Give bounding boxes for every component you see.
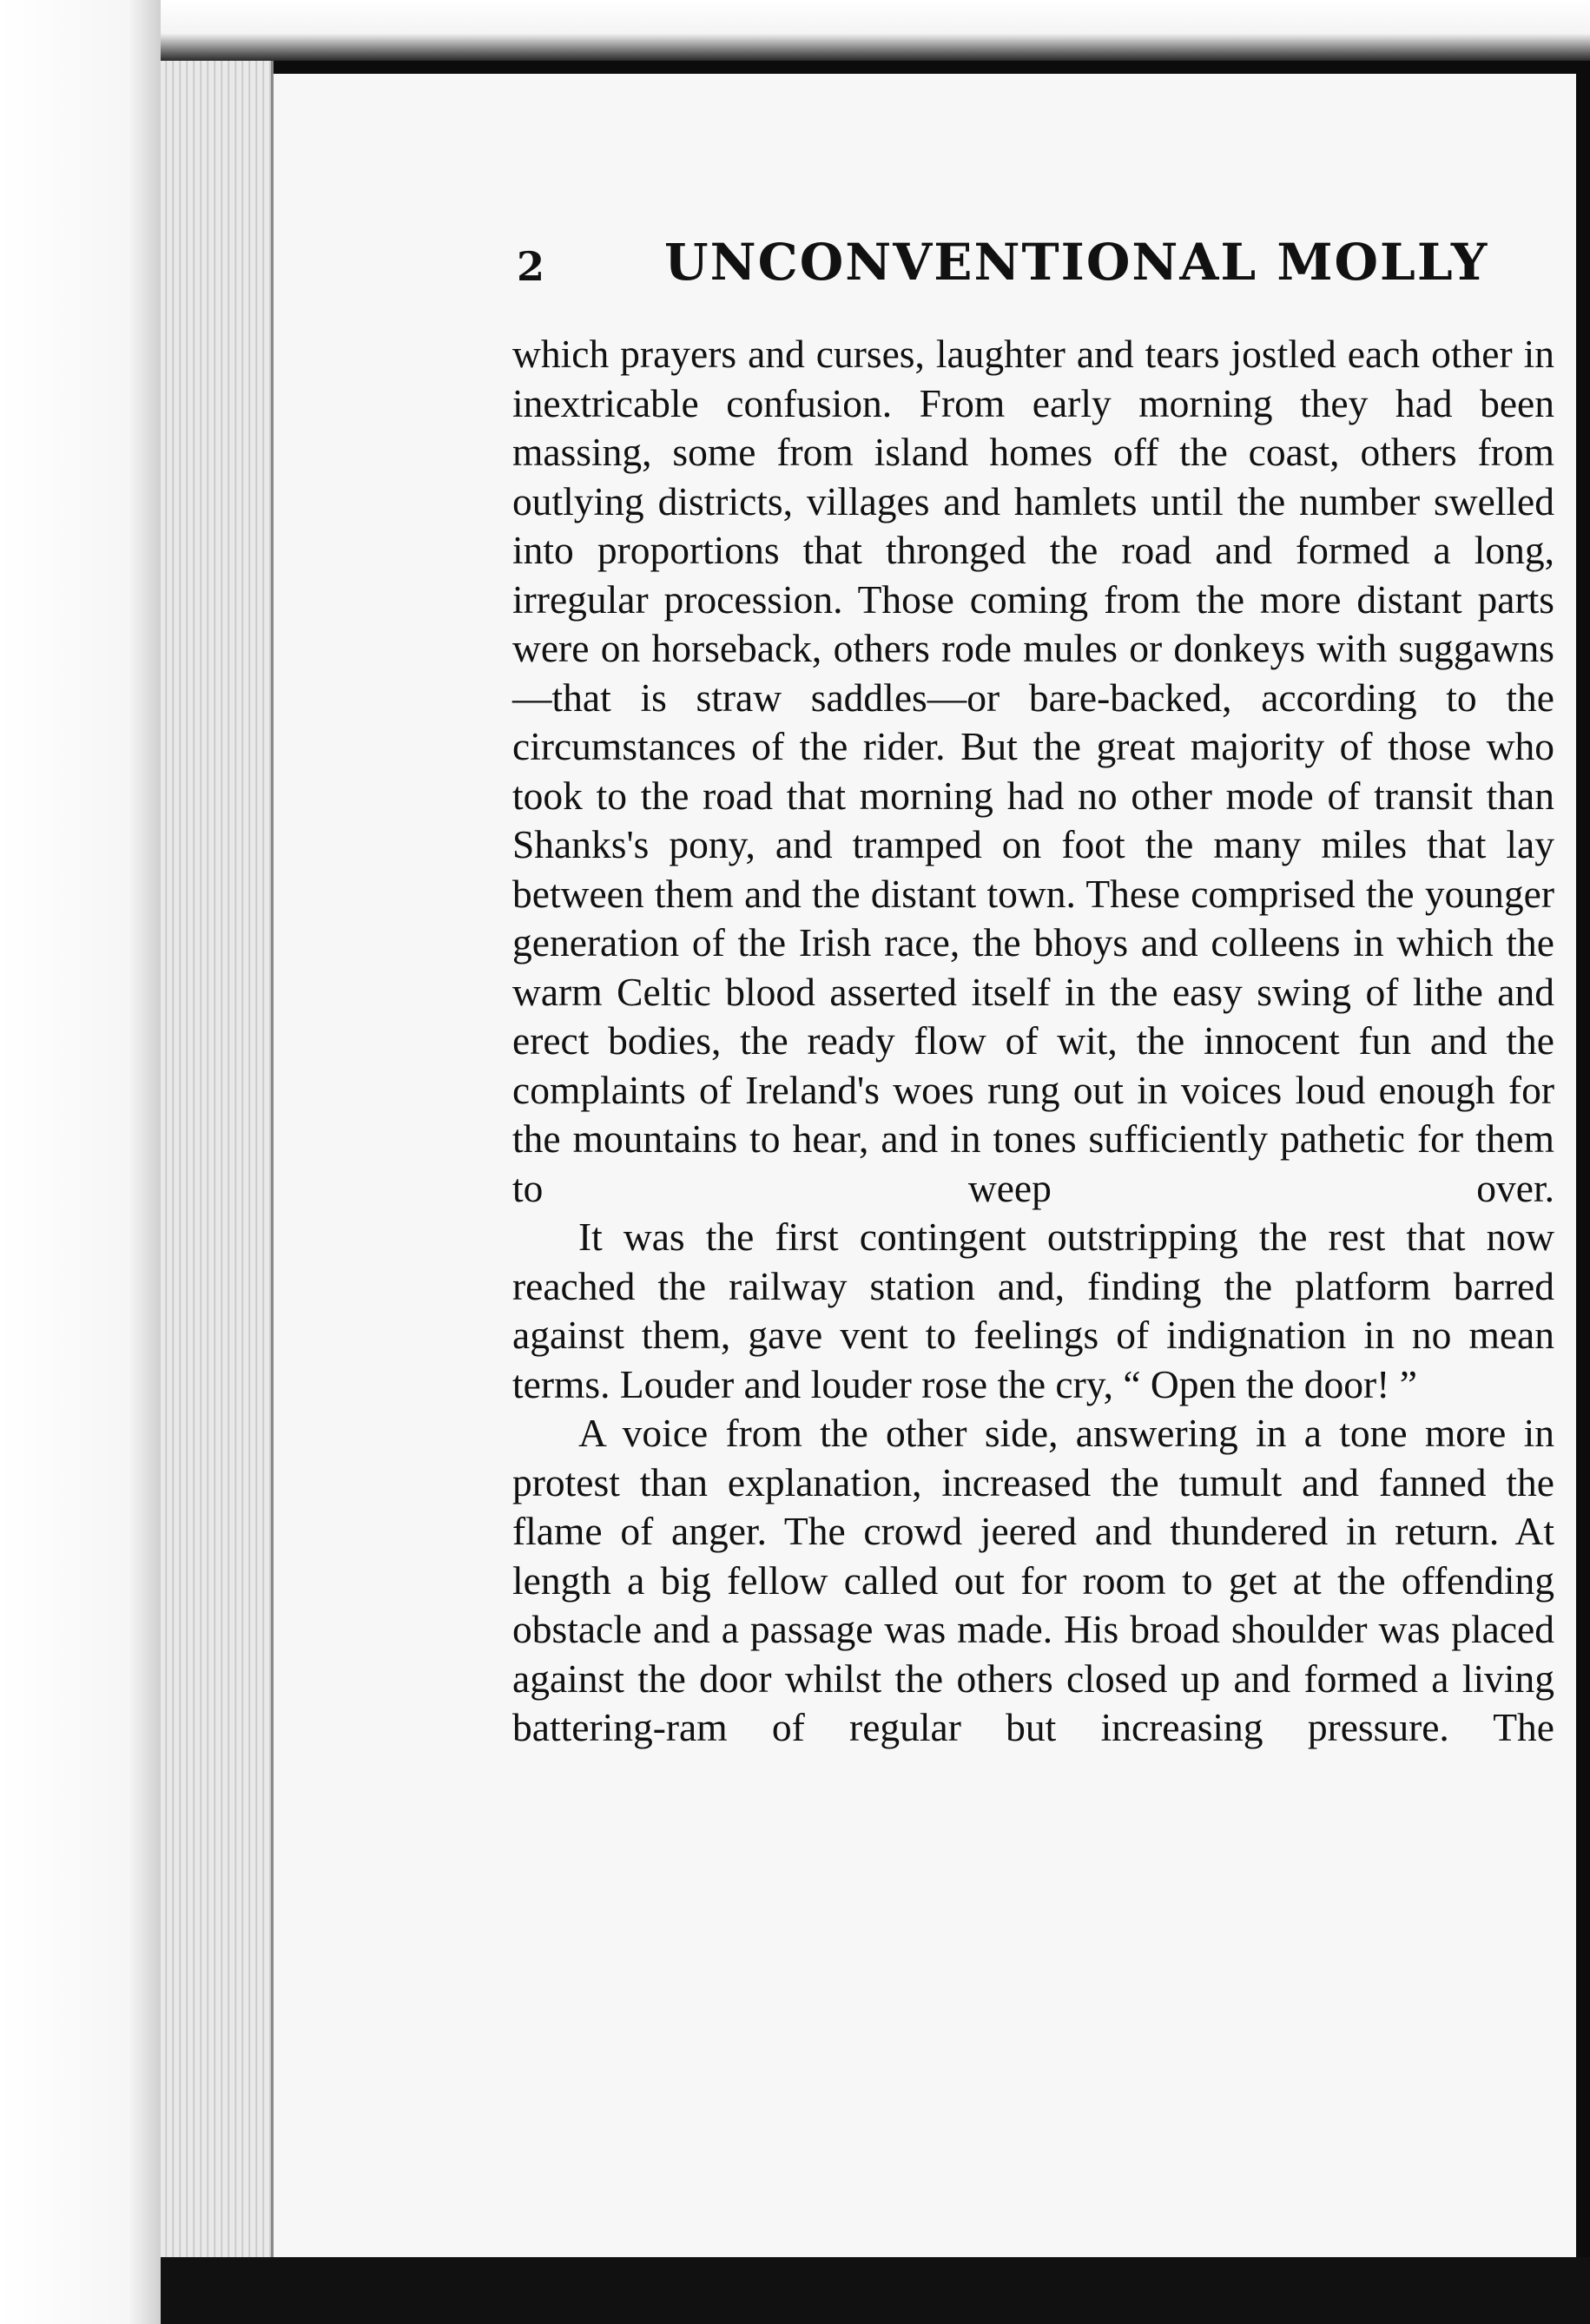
scan-left-edge (0, 0, 161, 2324)
page-header (517, 233, 1559, 311)
body-text (512, 330, 1554, 1753)
paragraph-3: A voice from the other side, answering in a tone more in protest than explanation, increased the tumult and fanned the flame of anger. The crowd jeered and thundered in return. At length a big fellow called out for room to get at the offending obstacle and a passage was made. His broad shoulder was placed against the door whilst the others closed up and formed a living battering-ram of regular but increasing pressure. The (512, 1411, 1554, 1749)
scan-bottom-shadow (161, 2257, 1590, 2324)
page-stack-edges (161, 61, 274, 2257)
paragraph-1: which prayers and curses, laughter and tears jostled each other in inextricable confusion. From early morning they had been massing, some from island homes off the coast, others from outlying districts, villages and hamlets until the number swelled into proportions that thronged the road and formed a long, irregular procession. Those coming from the more distant parts were on horseback, others rode mules or donkeys with suggawns—that is straw saddles—or bare-backed, according to the circumstances of the rider. But the great majority of those who took to the road that morning had no other mode of transit than Shanks's pony, and tramped on foot the many miles that lay between them and the distant town. These comprised the younger generation of the Irish race, the bhoys and colleens in which the warm Celtic blood asserted itself in the easy swing of lithe and erect bodies, the ready flow of wit, the innocent fun and the complaints of Ireland's woes rung out in voices loud enough for the mountains to hear, and in tones sufficiently pathetic for them to weep over. (512, 332, 1554, 1210)
scan-top-edge (0, 0, 1590, 61)
page-number: 2 (517, 243, 545, 290)
paragraph-2: It was the first contingent outstripping the rest that now reached the railway station and, finding the platform barred against them, gave vent to feelings of indignation in no mean terms. Louder and louder rose the cry, “ Open the door! ” (512, 1215, 1554, 1406)
running-title: UNCONVENTIONAL MOLLY (664, 233, 1489, 292)
